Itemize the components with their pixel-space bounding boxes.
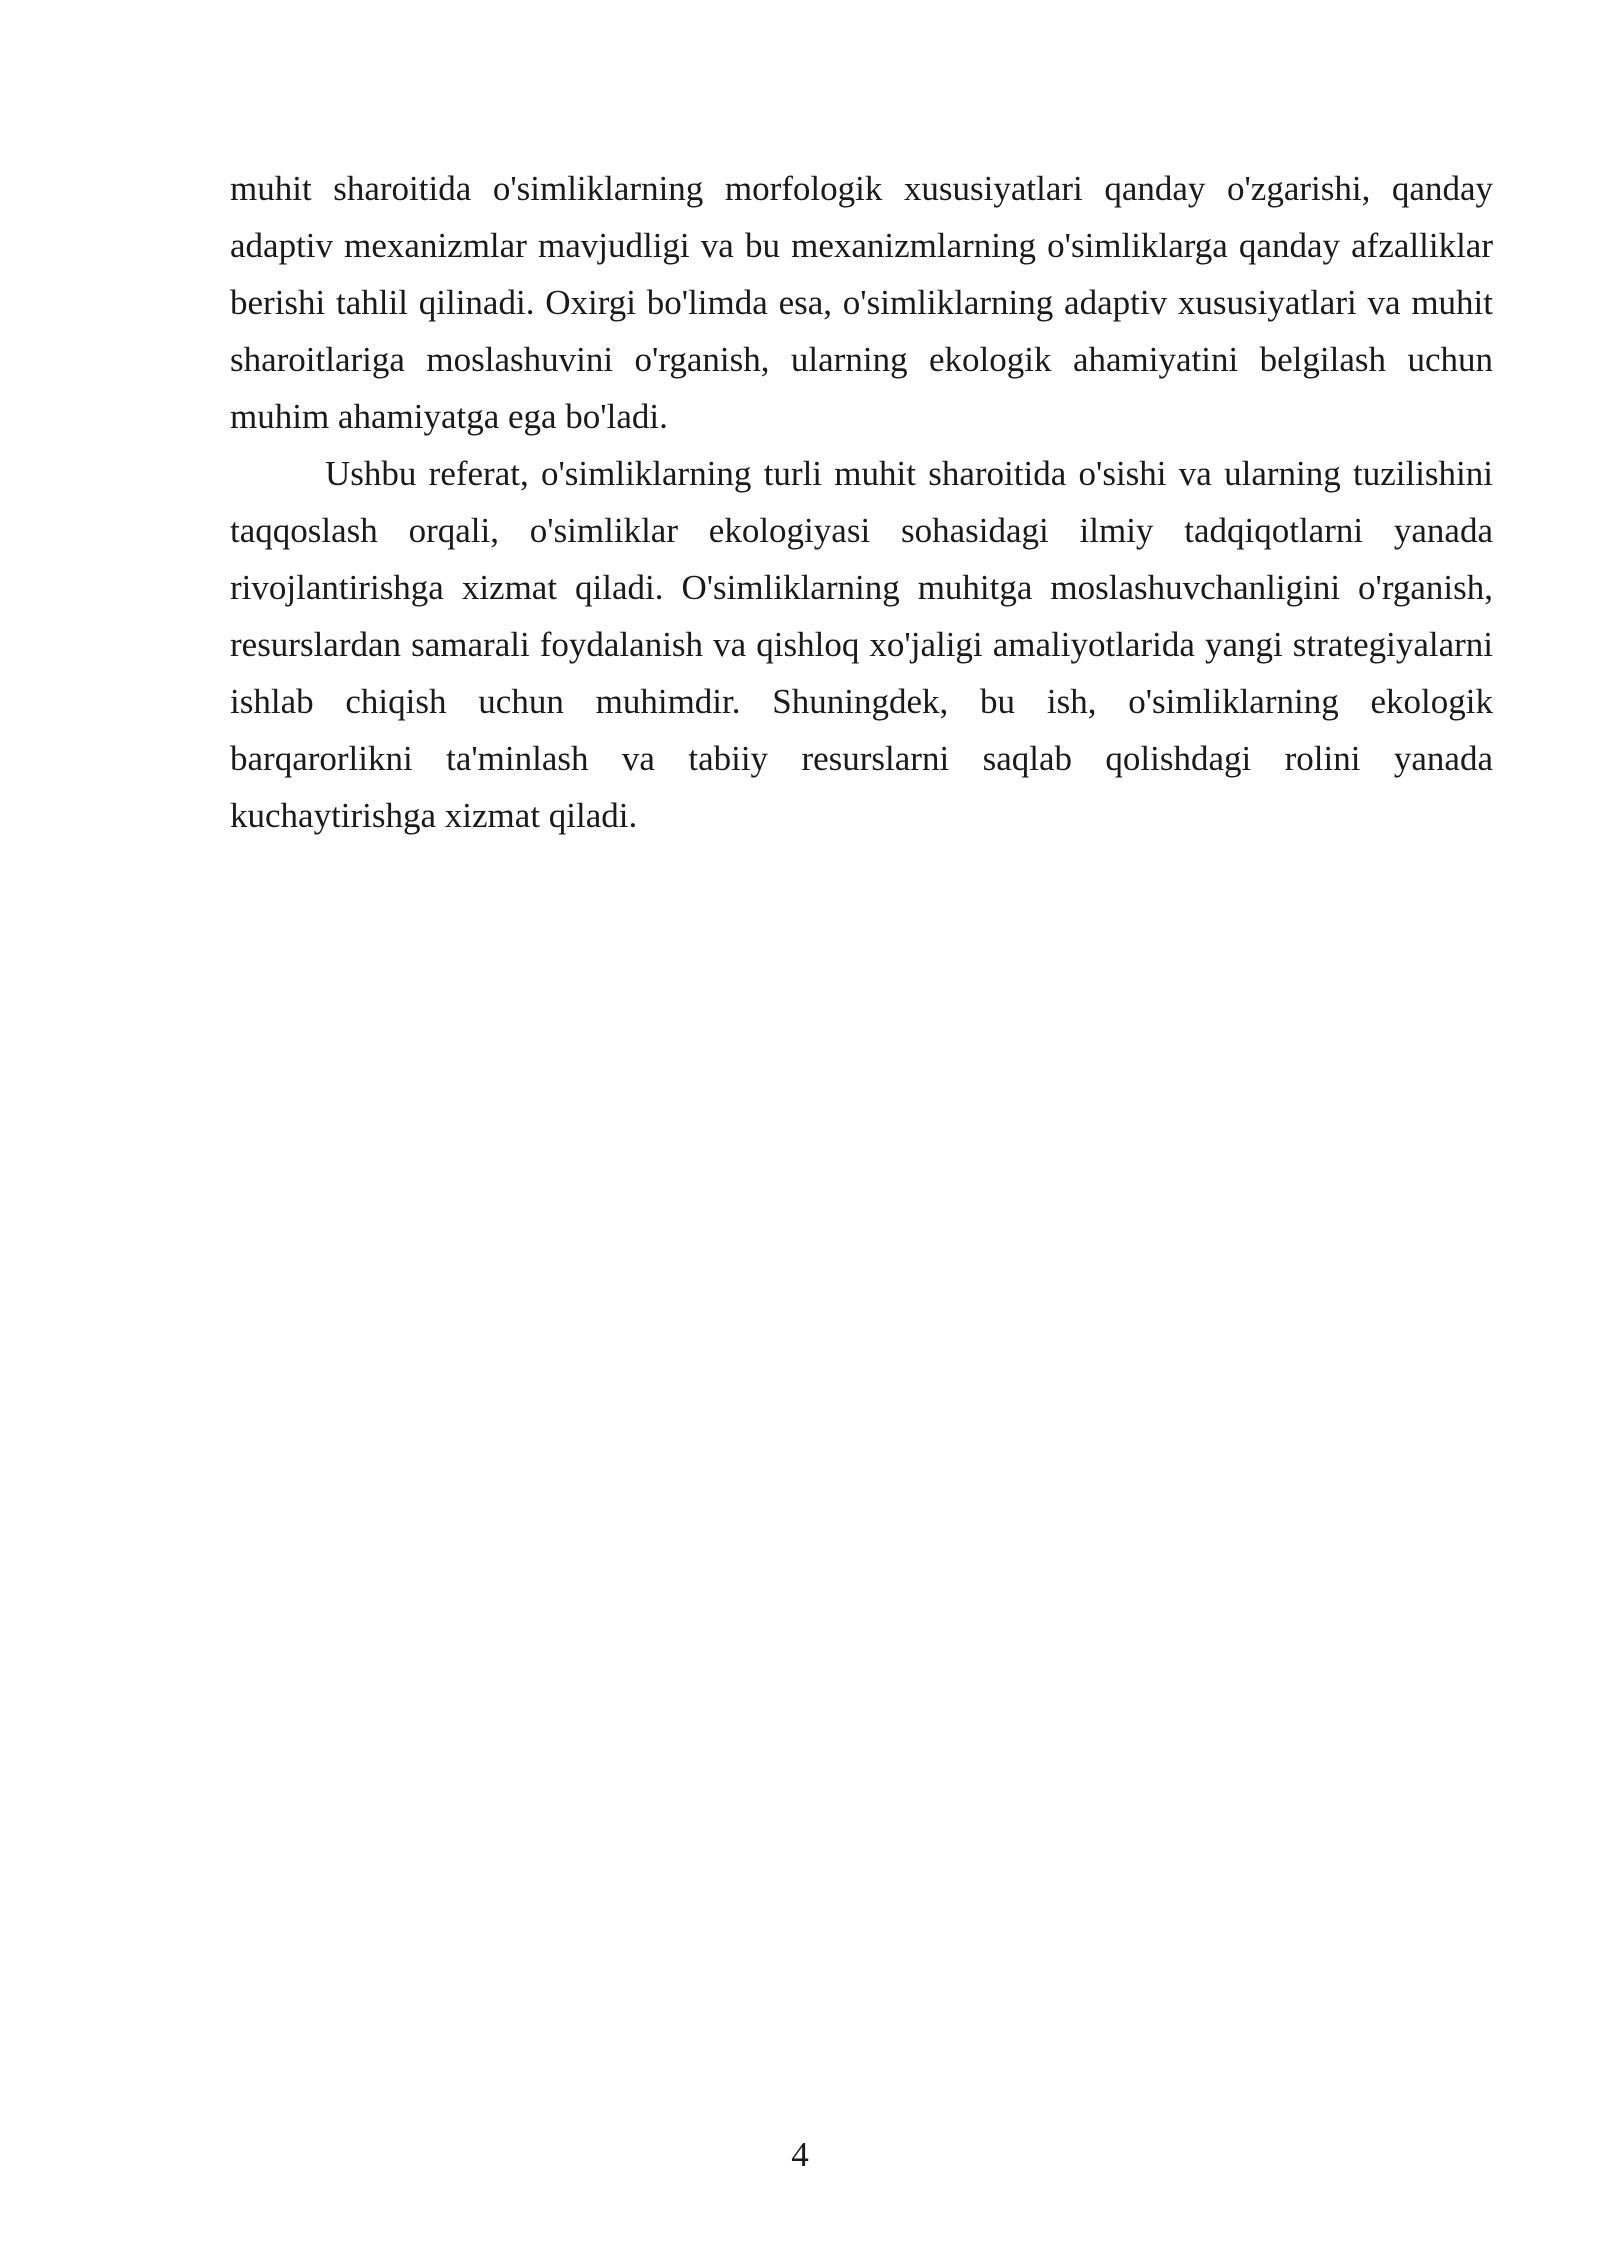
body-text (230, 160, 1493, 844)
page-number: 4 (791, 2135, 809, 2174)
paragraph-indented: Ushbu referat, o'simliklarning turli muhit sharoitida o'sishi va ularning tuzilishini taqqoslash orqali, o'simliklar ekologiyasi sohasidagi ilmiy tadqiqotlarni yanada rivojlantirishga xizmat qiladi. O'simliklarning muhitga moslashuvchanligini o'rganish, resurslardan samarali foydalanish va qishloq xo'jaligi amaliyotlarida yangi strategiyalarni ishlab chiqish uchun muhimdir. Shuningdek, bu ish, o'simliklarning ekologik barqarorlikni ta'minlash va tabiiy resurslarni saqlab qolishdagi rolini yanada kuchaytirishga xizmat qiladi. (230, 454, 1493, 835)
paragraph-continued: muhit sharoitida o'simliklarning morfologik xususiyatlari qanday o'zgarishi, qanday adaptiv mexanizmlar mavjudligi va bu mexanizmlarning o'simliklarga qanday afzalliklar berishi tahlil qilinadi. Oxirgi bo'limda esa, o'simliklarning adaptiv xususiyatlari va muhit sharoitlariga moslashuvini o'rganish, ularning ekologik ahamiyatini belgilash uchun muhim ahamiyatga ega bo'ladi. (230, 169, 1493, 436)
